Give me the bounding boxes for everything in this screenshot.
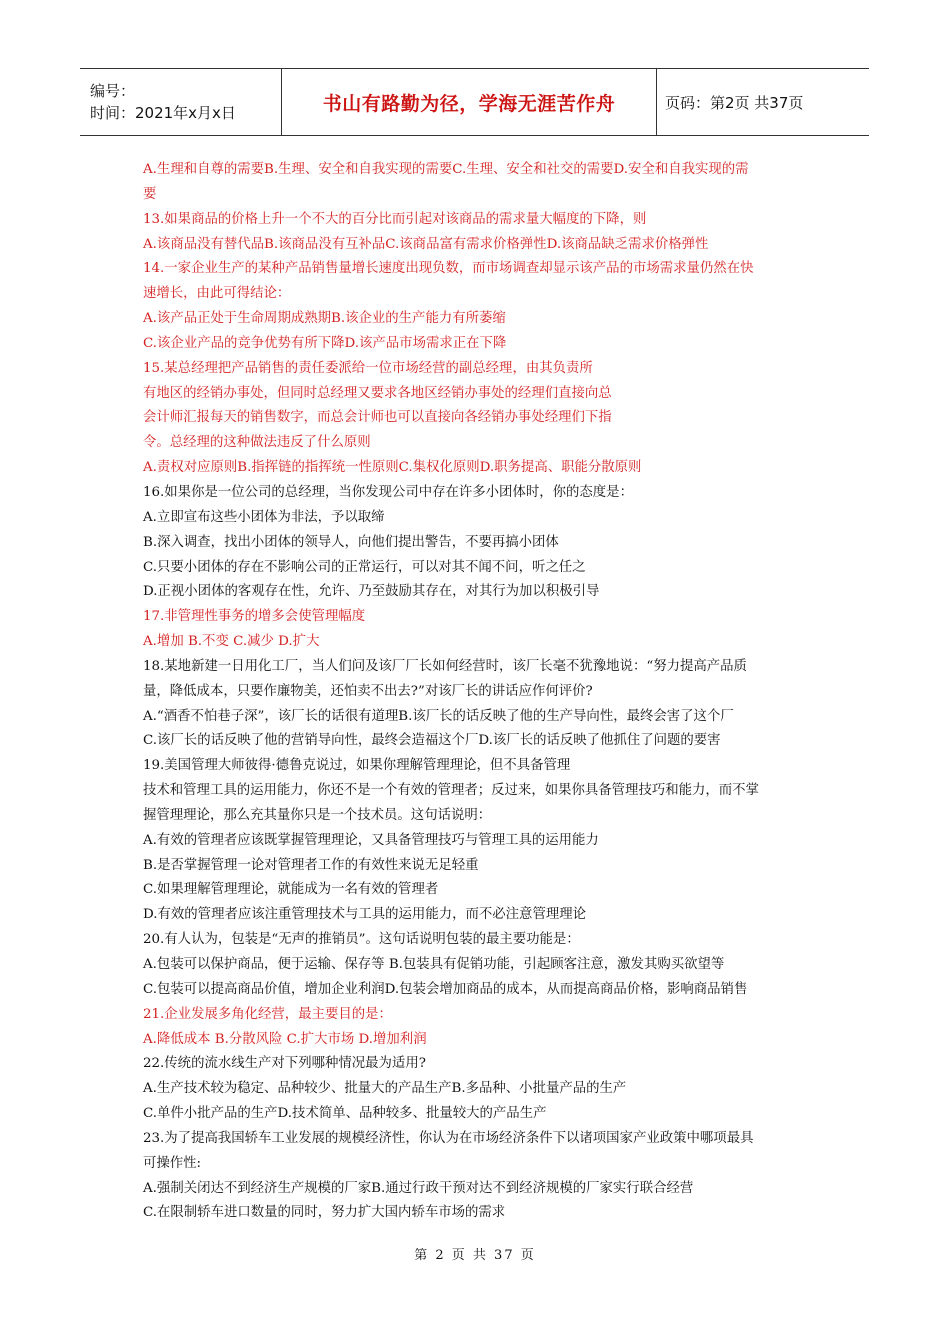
highlighted-text: A.该商品没有替代品B.该商品没有互补品C.该商品富有需求价格弹性D.该商品缺乏需求价格弹性	[143, 236, 709, 252]
text-line	[143, 1127, 808, 1152]
text-line	[143, 506, 808, 531]
text-line	[143, 456, 808, 481]
highlighted-text: 14.一家企业生产的某种产品销售量增长速度出现负数，而市场调查却显示该产品的市场需求量仍然在快	[143, 261, 754, 277]
body-text: 23.为了提高我国轿车工业发展的规模经济性，你认为在市场经济条件下以诸项国家产业政策中哪项最具	[143, 1130, 754, 1146]
text-line	[143, 804, 808, 829]
text-line	[143, 1052, 808, 1077]
text-line	[143, 1102, 808, 1127]
highlighted-text: A.责权对应原则B.指挥链的指挥统一性原则C.集权化原则D.职务提高、职能分散原则	[143, 460, 642, 476]
highlighted-text: 15.某总经理把产品销售的责任委派给一位市场经营的副总经理，由其负责所	[143, 360, 593, 376]
body-text: D.正视小团体的客观存在性，允许、乃至鼓励其存在，对其行为加以积极引导	[143, 584, 600, 600]
document-number-label: 编号：	[90, 82, 136, 100]
page-header	[80, 68, 869, 136]
body-text: 量，降低成本，只要作廉物美，还怕卖不出去?”对该厂长的讲话应作何评价?	[143, 683, 593, 699]
highlighted-text: 会计师汇报每天的销售数字，而总会计师也可以直接向各经销办事处经理们下指	[143, 410, 612, 426]
text-line	[143, 655, 808, 680]
body-text: D.有效的管理者应该注重管理技术与工具的运用能力，而不必注意管理理论	[143, 907, 587, 923]
text-line	[143, 878, 808, 903]
text-line	[143, 854, 808, 879]
text-line	[143, 729, 808, 754]
body-text: 19.美国管理大师彼得·德鲁克说过，如果你理解管理理论，但不具备管理	[143, 758, 571, 774]
body-text: A.“酒香不怕巷子深”，该厂长的话很有道理B.该厂长的话反映了他的生产导向性，最终会害了这个厂	[143, 708, 734, 724]
text-line	[143, 680, 808, 705]
text-line	[143, 406, 808, 431]
body-text: A.生产技术较为稳定、品种较少、批量大的产品生产B.多品种、小批量产品的生产	[143, 1081, 627, 1097]
body-text: 22.传统的流水线生产对下列哪种情况最为适用?	[143, 1056, 426, 1072]
body-text: 20.有人认为，包装是“无声的推销员”。这句话说明包装的最主要功能是：	[143, 932, 580, 948]
text-line	[143, 382, 808, 407]
text-line	[143, 1152, 808, 1177]
body-text: C.该厂长的话反映了他的营销导向性，最终会造福这个厂D.该厂长的话反映了他抓住了问题的要害	[143, 733, 721, 749]
body-text: C.只要小团体的存在不影响公司的正常运行，可以对其不闻不问，听之任之	[143, 559, 586, 575]
page-number-label: 页码：第2页 共37页	[665, 93, 804, 112]
text-line	[143, 208, 808, 233]
text-line	[143, 605, 808, 630]
text-line	[143, 705, 808, 730]
highlighted-text: 有地区的经销办事处，但同时总经理又要求各地区经销办事处的经理们直接向总	[143, 385, 612, 401]
body-text: 握管理理论，那么充其量你只是一个技术员。这句话说明：	[143, 807, 492, 823]
body-text: B.深入调查，找出小团体的领导人，向他们提出警告，不要再搞小团体	[143, 534, 559, 550]
body-text: A.强制关闭达不到经济生产规模的厂家B.通过行政干预对达不到经济规模的厂家实行联合经营	[143, 1180, 694, 1196]
body-text: 16.如果你是一位公司的总经理，当你发现公司中存在许多小团体时，你的态度是：	[143, 484, 633, 500]
text-line	[143, 233, 808, 258]
text-line	[143, 1028, 808, 1053]
motto-text: 书山有路勤为径，学海无涯苦作舟	[322, 92, 616, 115]
body-text: A.包装可以保护商品，便于运输、保存等 B.包装具有促销功能，引起顾客注意，激发其购买欲望等	[143, 957, 725, 972]
header-meta	[80, 69, 282, 135]
text-line	[143, 257, 808, 282]
highlighted-text: 21.企业发展多角化经营，最主要目的是：	[143, 1006, 392, 1022]
header-page-info	[657, 69, 869, 135]
text-line	[143, 829, 808, 854]
header-motto	[282, 69, 657, 135]
text-line	[143, 1201, 808, 1226]
text-line	[143, 978, 808, 1003]
body-text: 18.某地新建一日用化工厂，当人们问及该厂厂长如何经营时，该厂长毫不犹豫地说：“努力提高产品质	[143, 658, 747, 674]
highlighted-text: 17.非管理性事务的增多会使管理幅度	[143, 609, 366, 625]
body-text: 技术和管理工具的运用能力，你还不是一个有效的管理者；反过来，如果你具备管理技巧和能力，而不掌	[143, 783, 759, 799]
body-text: 可操作性:	[143, 1155, 202, 1171]
highlighted-text: A.增加 B.不变 C.减少 D.扩大	[143, 634, 320, 650]
body-text: A.立即宣布这些小团体为非法，予以取缔	[143, 509, 385, 525]
text-line	[143, 928, 808, 953]
highlighted-text: 13.如果商品的价格上升一个不大的百分比而引起对该商品的需求量大幅度的下降，则	[143, 211, 647, 227]
body-text: C.单件小批产品的生产D.技术简单、品种较多、批量较大的产品生产	[143, 1106, 547, 1122]
body-text: B.是否掌握管理一论对管理者工作的有效性来说无足轻重	[143, 857, 479, 873]
highlighted-text: C.该企业产品的竞争优势有所下降D.该产品市场需求正在下降	[143, 335, 507, 351]
text-line	[143, 282, 808, 307]
text-line	[143, 1077, 808, 1102]
text-line	[143, 903, 808, 928]
text-line	[143, 779, 808, 804]
highlighted-text: A.生理和自尊的需要B.生理、安全和自我实现的需要C.生理、安全和社交的需要D.安全和自我实现的需	[143, 162, 749, 177]
text-line	[143, 1177, 808, 1202]
text-line	[143, 531, 808, 556]
text-line	[143, 481, 808, 506]
body-text: A.有效的管理者应该既掌握管理理论，又具备管理技巧与管理工具的运用能力	[143, 832, 599, 848]
text-line	[143, 332, 808, 357]
highlighted-text: A.该产品正处于生命周期成熟期B.该企业的生产能力有所萎缩	[143, 311, 506, 327]
document-date-label: 时间：2021年x月x日	[90, 104, 236, 122]
text-line	[143, 357, 808, 382]
highlighted-text: 令。总经理的这种做法违反了什么原则	[143, 435, 371, 451]
text-line	[143, 630, 808, 655]
body-text: C.在限制轿车进口数量的同时，努力扩大国内轿车市场的需求	[143, 1205, 506, 1221]
text-line	[143, 183, 808, 208]
highlighted-text: 速增长，由此可得结论：	[143, 286, 291, 302]
highlighted-text: A.降低成本 B.分散风险 C.扩大市场 D.增加利润	[143, 1031, 427, 1047]
text-line	[143, 307, 808, 332]
text-line	[143, 580, 808, 605]
highlighted-text: 要	[143, 186, 157, 202]
text-line	[143, 158, 808, 183]
body-text: C.包装可以提高商品价值，增加企业利润D.包装会增加商品的成本，从而提高商品价格，影响商品销售	[143, 981, 748, 997]
text-line	[143, 754, 808, 779]
text-line	[143, 431, 808, 456]
body-text: C.如果理解管理理论，就能成为一名有效的管理者	[143, 882, 439, 898]
text-line	[143, 556, 808, 581]
text-line	[143, 953, 808, 978]
document-body	[143, 158, 808, 1226]
page-footer: 第 2 页 共 37 页	[414, 1248, 536, 1263]
text-line	[143, 1003, 808, 1028]
